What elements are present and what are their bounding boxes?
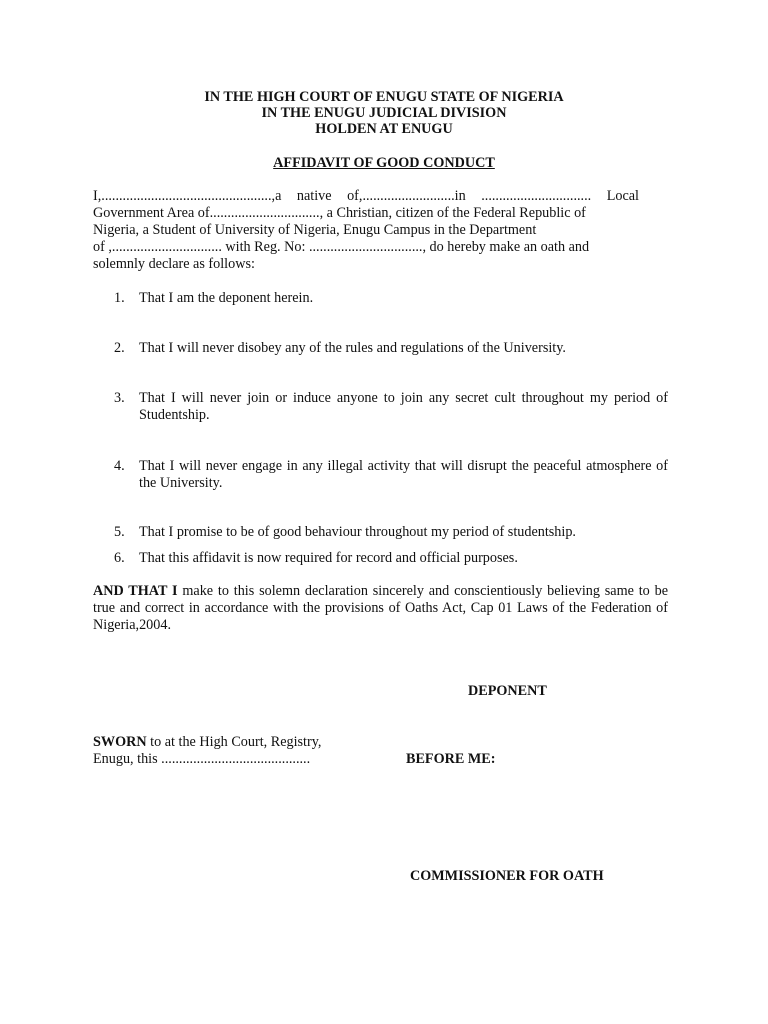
- intro-line: I,................................................,a native of,..........................in ............................... Local: [93, 188, 639, 204]
- list-item-text: That I will never join or induce anyone to join any secret cult throughout my period of Studentship.: [139, 390, 668, 423]
- list-item: [114, 340, 668, 357]
- declaration-lead: AND THAT I: [93, 583, 178, 599]
- sworn-line1: [93, 734, 321, 751]
- court-heading-line3: HOLDEN AT ENUGU: [315, 121, 453, 137]
- list-item-text: That I promise to be of good behaviour throughout my period of studentship.: [139, 524, 576, 540]
- court-heading-line2: IN THE ENUGU JUDICIAL DIVISION: [261, 105, 507, 121]
- intro-paragraph: [93, 188, 639, 273]
- list-item-text: That I will never engage in any illegal activity that will disrupt the peaceful atmosphere of the University.: [139, 458, 668, 491]
- document-title: AFFIDAVIT OF GOOD CONDUCT: [273, 155, 495, 171]
- sworn-line2: Enugu, this ..........................................: [93, 751, 311, 767]
- list-item-number: 6.: [114, 550, 125, 566]
- intro-line: Nigeria, a Student of University of Nigeria, Enugu Campus in the Department: [93, 222, 537, 238]
- declaration-paragraph: [93, 583, 668, 634]
- list-item-text: That I will never disobey any of the rules and regulations of the University.: [139, 340, 566, 356]
- intro-line: Government Area of..............................., a Christian, citizen of the Federal Republic of: [93, 205, 586, 221]
- list-item-number: 5.: [114, 524, 125, 540]
- list-item: [114, 390, 668, 424]
- court-heading-line1: IN THE HIGH COURT OF ENUGU STATE OF NIGERIA: [204, 89, 564, 105]
- list-item-text: That I am the deponent herein.: [139, 290, 314, 306]
- intro-line: solemnly declare as follows:: [93, 256, 255, 272]
- list-item-text: That this affidavit is now required for record and official purposes.: [139, 550, 518, 566]
- list-item-number: 2.: [114, 340, 125, 356]
- list-item: [114, 290, 668, 307]
- list-item: [114, 524, 668, 541]
- list-item: [114, 458, 668, 492]
- deponent-label: DEPONENT: [468, 683, 547, 699]
- list-item-number: 1.: [114, 290, 125, 306]
- before-me-label: BEFORE ME:: [406, 751, 496, 767]
- intro-line: of ,............................... with Reg. No: ................................, do hereby make an oath and: [93, 239, 590, 255]
- list-item-number: 4.: [114, 458, 125, 474]
- list-item: [114, 550, 668, 567]
- commissioner-label: COMMISSIONER FOR OATH: [410, 868, 604, 884]
- sworn-lead: SWORN: [93, 734, 147, 750]
- sworn-line1-text: to at the High Court, Registry,: [146, 734, 322, 750]
- list-item-number: 3.: [114, 390, 125, 406]
- declaration-text: make to this solemn declaration sincerely and conscientiously believing same to be true and correct in accordance with the provisions of Oaths Act, Cap 01 Laws of the Federation of Nigeria,2004.: [93, 583, 668, 633]
